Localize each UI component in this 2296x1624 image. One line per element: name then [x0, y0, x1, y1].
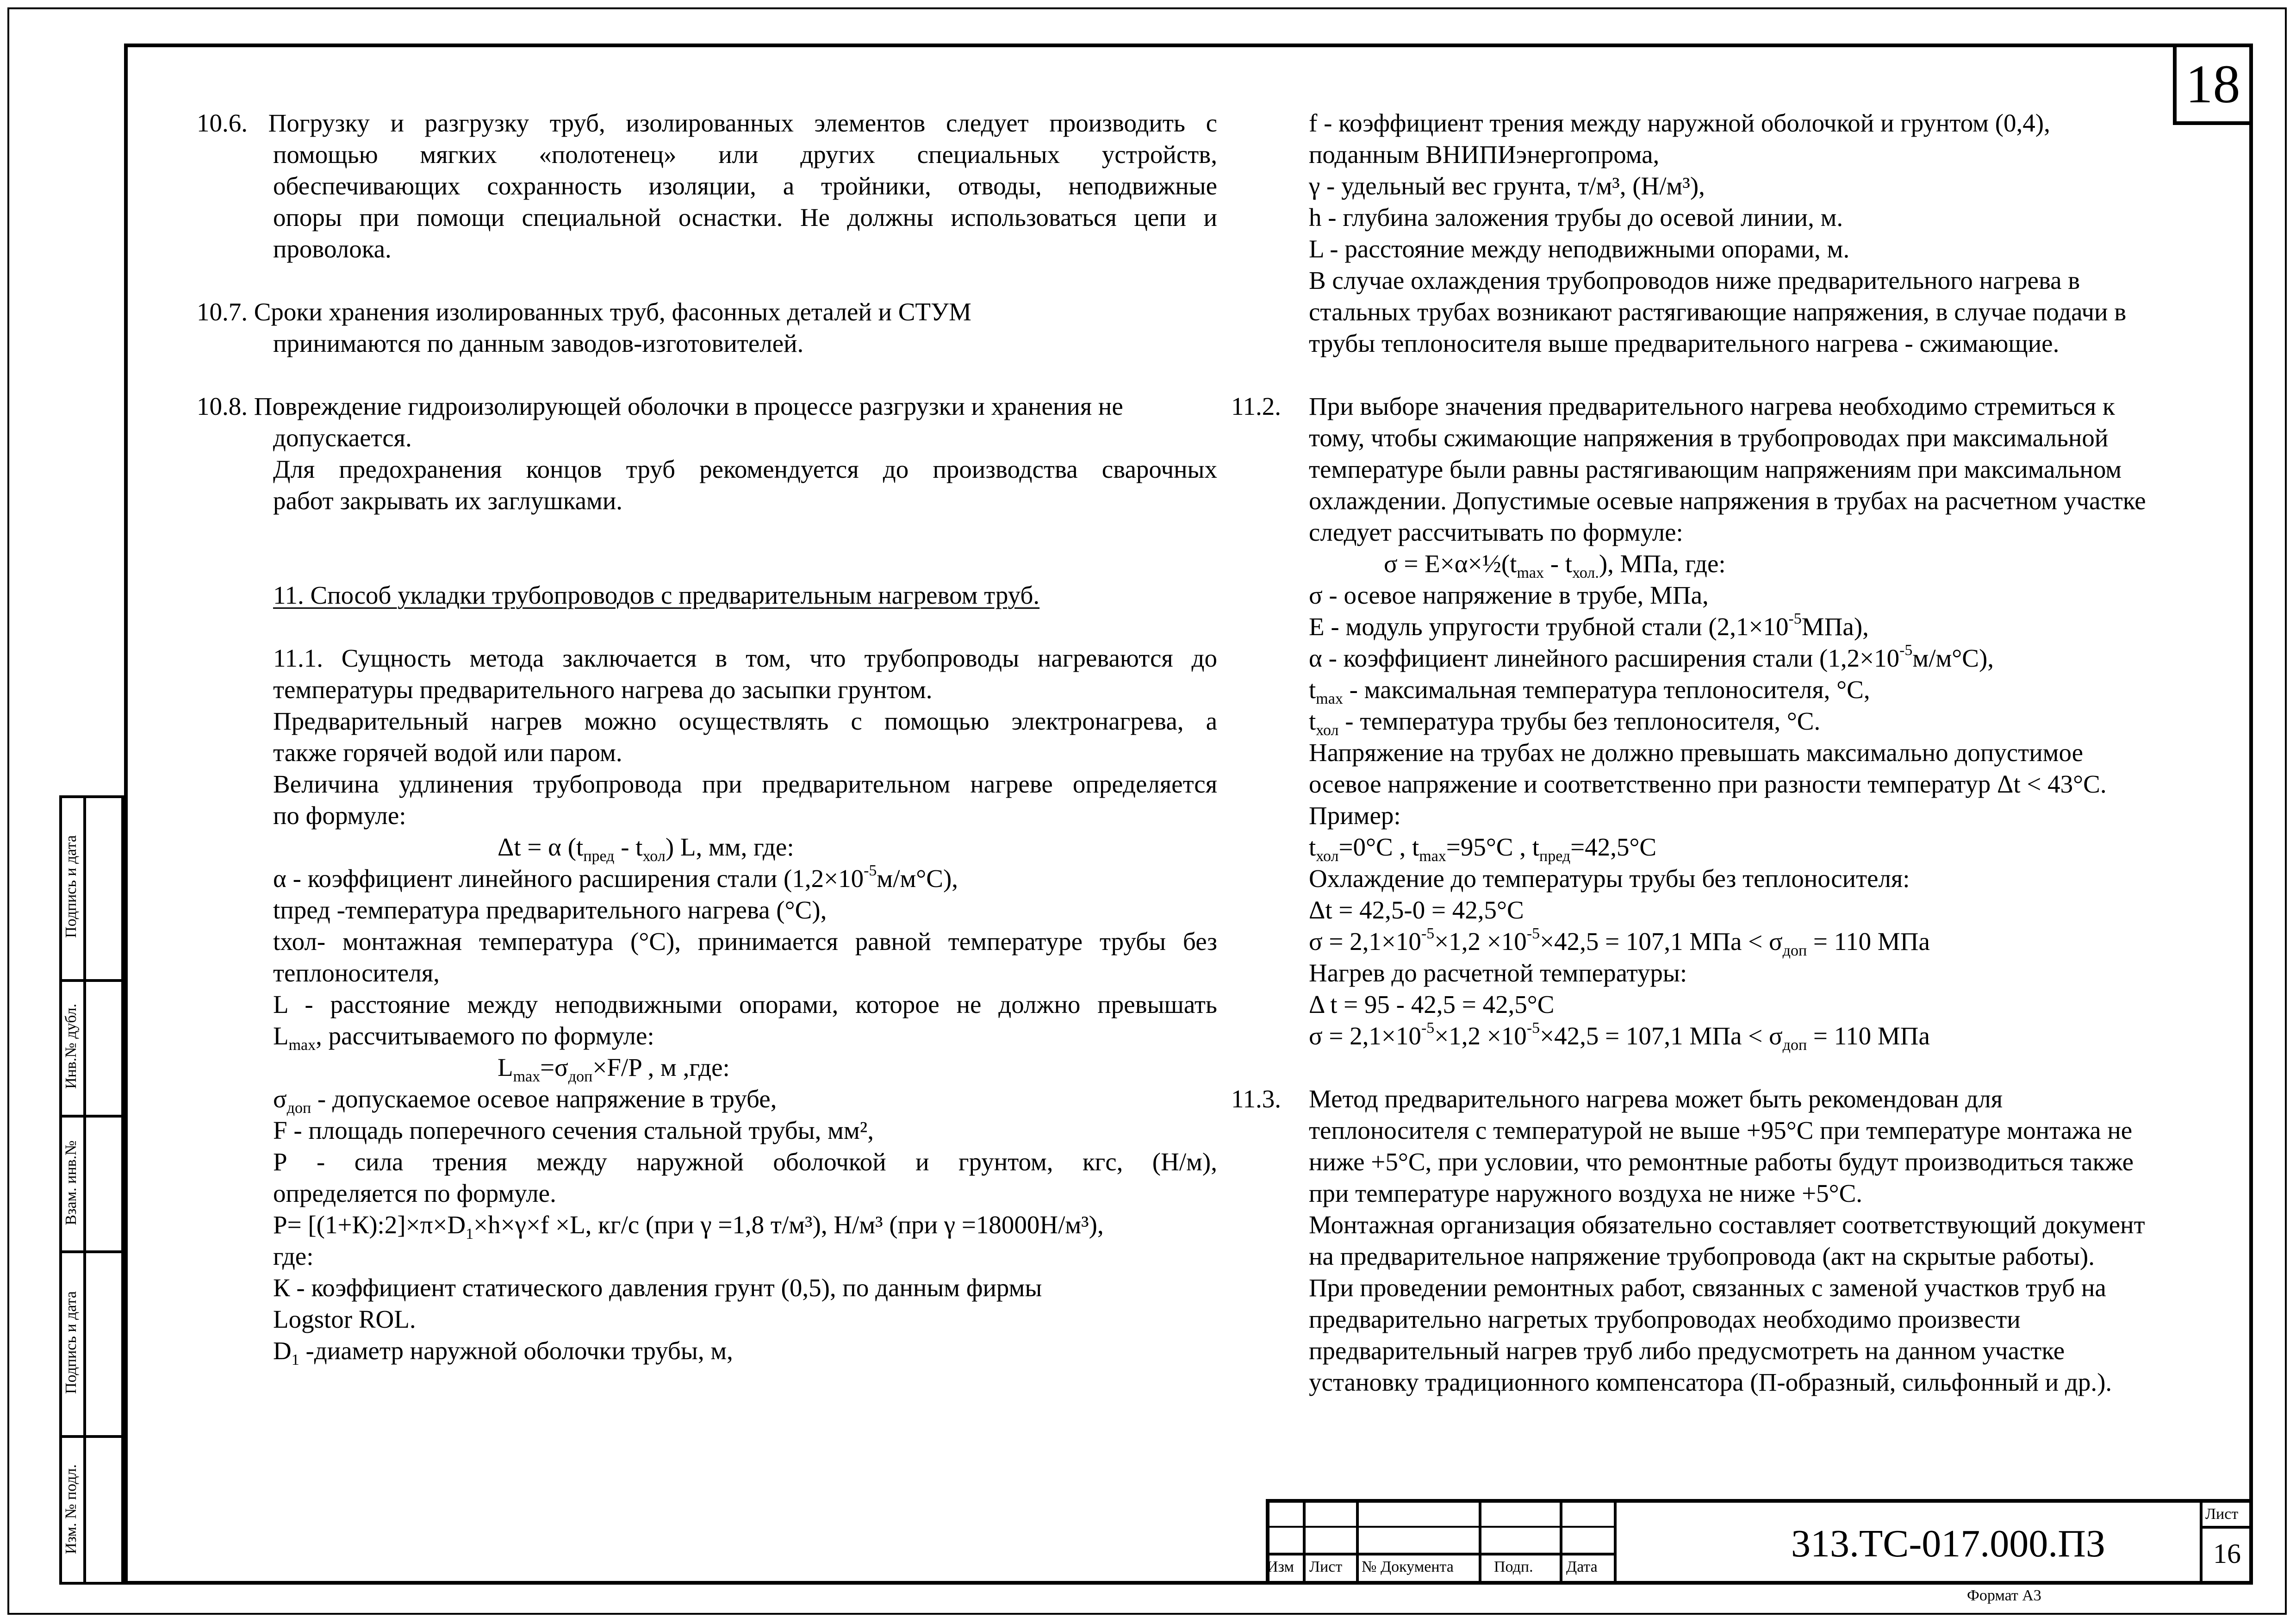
definition: определяется по формуле. [273, 1179, 556, 1207]
section-heading: 11. Способ укладки трубопроводов с предварительным нагревом труб. [273, 581, 1040, 609]
p11-1-line: 11.1. Сущность метода заключается в том, что трубопроводы нагреваются до [273, 644, 1217, 672]
document-code: 313.ТС-017.000.ПЗ [1791, 1522, 2106, 1565]
formula-friction: $P= [(1+К):2]\times\pi\times D_1\times h\times\gamma\times f \times L$, кг/с (при γ =1,8 т/м³), Н/м³ (при γ =18000Н/м³), [273, 1211, 1104, 1243]
p11-1-line: по формуле: [273, 801, 406, 830]
p10-6-line: обеспечивающих сохранность изоляции, а тройники, отводы, неподвижные [273, 172, 1217, 200]
formula-stress: $\sigma = E\times\alpha\times\frac{1}{2}(t_{max} - t_{хол.})$, МПа, где: [1384, 550, 1726, 581]
definition: $t_{хол}$ - температура трубы без теплоносителя, °С. [1309, 707, 1821, 739]
p11-2-line: При выборе значения предварительного нагрева необходимо стремиться к [1309, 392, 2115, 420]
definition: σ - осевое напряжение в трубе, МПа, [1309, 581, 1709, 609]
p11-1-line: Величина удлинения трубопровода при предварительном нагреве определяется [273, 770, 1217, 798]
p11-3-line: Метод предварительного нагрева может быть рекомендован для [1309, 1085, 2003, 1113]
paragraph-line: Напряжение на трубах не должно превышать максимально допустимое [1309, 738, 2084, 767]
p11-2-line: следует рассчитывать по формуле: [1309, 518, 1683, 546]
sheet-number: 16 [2213, 1538, 2241, 1569]
example-line: $\sigma = 2,1\times 10^{-5}\times 1,2 \times 10^{-5}\times 42,5 = 107,1$ МПа < $\sigma_{доп} = 110$ МПа [1309, 924, 1930, 959]
tb-label-list: Лист [1309, 1558, 1343, 1575]
definition: h - глубина заложения трубы до осевой линии, м. [1309, 203, 1843, 231]
example-line: Нагрев до расчетной температуры: [1309, 959, 1687, 987]
p11-1-line: Предварительный нагрев можно осуществлять с помощью электронагрева, а [273, 707, 1217, 735]
margin-label: Подпись и дата [62, 835, 80, 938]
formula-elongation: Δt = α $(t_{пред} - t_{хол})$ L, мм, где: [498, 833, 794, 865]
definition: $D_1$ -диаметр наружной оболочки трубы, м, [273, 1337, 733, 1368]
p10-6-line: 10.6. Погрузку и разгрузку труб, изолированных элементов следует производить с [197, 109, 1217, 137]
definition: где: [273, 1242, 314, 1270]
definition: α - коэффициент линейного расширения стали $(1,2\times 10^{-5}м/м^\circ С)$, [273, 862, 958, 893]
definition: теплоносителя, [273, 959, 440, 987]
title-block-rule [2200, 1499, 2203, 1585]
p10-8-line: работ закрывать их заглушками. [273, 487, 623, 515]
p11-2-line: тому, чтобы сжимающие напряжения в трубопроводах при максимальной [1309, 424, 2109, 452]
definition: f - коэффициент трения между наружной оболочкой и грунтом (0,4), [1309, 109, 2050, 137]
p10-8-line: Для предохранения концов труб рекомендуется до производства сварочных [273, 455, 1217, 483]
definition: $t_{max}$ - максимальная температура теплоносителя, °С, [1309, 675, 1870, 707]
title-block-rule [1479, 1499, 1481, 1585]
definition: L - расстояние между неподвижными опорами, которое не должно превышать [273, 990, 1217, 1018]
p10-6-line: опоры при помощи специальной оснастки. Не должны использоваться цепи и [273, 203, 1217, 231]
section-number: 11.2. [1231, 392, 1281, 420]
example-line: $t_{хол}=0^\circ С$ , $t_{max}=95^\circ С$ , $t_{пред}=42,5^\circ С$ [1309, 833, 1657, 865]
definition: tхол- монтажная температура (°С), принимается равной температуре трубы без [273, 927, 1217, 956]
example-line: $\sigma = 2,1\times 10^{-5}\times 1,2 \times 10^{-5}\times 42,5 = 107,1$ МПа < $\sigma_{доп} = 110$ МПа [1309, 1019, 1930, 1054]
p10-7-line: 10.7. Сроки хранения изолированных труб, фасонных деталей и СТУМ [197, 298, 971, 326]
p11-3-line: Монтажная организация обязательно составляет соответствующий документ [1309, 1211, 2145, 1239]
example-label: Пример: [1309, 801, 1401, 830]
p11-3-line: ниже +5°С, при условии, что ремонтные работы будут производиться также [1309, 1148, 2134, 1176]
definition: α - коэффициент линейного расширения стали $(1,2\times 10^{-5}м/м^\circ С)$, [1309, 641, 1994, 672]
paragraph-line: трубы теплоносителя выше предварительного нагрева - сжимающие. [1309, 329, 2060, 357]
p11-2-line: охлаждении. Допустимые осевые напряжения в трубах на расчетном участке [1309, 487, 2146, 515]
p11-3-line: При проведении ремонтных работ, связанных с заменой участков труб на [1309, 1274, 2106, 1302]
tb-sheet-label: Лист [2205, 1505, 2239, 1523]
definition: К - коэффициент статического давления грунт (0,5), по данным фирмы [273, 1274, 1042, 1302]
definition: tпред -температура предварительного нагрева (°С), [273, 896, 827, 924]
section-number: 11.3. [1231, 1085, 1281, 1113]
example-line: Охлаждение до температуры трубы без теплоносителя: [1309, 864, 1910, 893]
tb-label-izm: Изм [1267, 1558, 1294, 1575]
p10-8-line: 10.8. Повреждение гидроизолирующей оболочки в процессе разгрузки и хранения не [197, 392, 1123, 420]
format-label: Формат А3 [1967, 1587, 2041, 1604]
tb-label-podp: Подп. [1494, 1558, 1533, 1575]
tb-label-data: Дата [1566, 1558, 1598, 1575]
p10-6-line: проволока. [273, 235, 392, 263]
p11-3-line: при температуре наружного воздуха не ниже +5°С. [1309, 1179, 1863, 1207]
paragraph-line: В случае охлаждения трубопроводов ниже предварительного нагрева в [1309, 266, 2080, 294]
title-block-rule [1303, 1499, 1306, 1585]
page-number: 18 [2173, 44, 2253, 125]
margin-label: Инв.№ дубл. [62, 1004, 80, 1089]
definition: $\sigma_{доп}$ - допускаемое осевое напряжение в трубе, [273, 1085, 777, 1117]
margin-divider [83, 795, 86, 1585]
margin-label: Подпись и дата [62, 1291, 80, 1394]
title-block-rule [2200, 1526, 2253, 1529]
paragraph-line: стальных трубах возникают растягивающие напряжения, в случае подачи в [1309, 298, 2127, 326]
p10-8-line: допускается. [273, 424, 412, 452]
title-block-rule [1614, 1499, 1617, 1585]
p10-7-line: принимаются по данным заводов-изготовителей. [273, 329, 804, 357]
p11-1-line: температуры предварительного нагрева до засыпки грунтом. [273, 675, 933, 704]
p11-3-line: на предварительное напряжение трубопровода (акт на скрытые работы). [1309, 1242, 2095, 1270]
p11-1-line: также горячей водой или паром. [273, 738, 622, 767]
p11-2-line: температуре были равны растягивающим напряжениям при максимальном [1309, 455, 2122, 483]
formula-lmax: $L_{max}=\sigma_{доп}\times F/P$ , м ,где: [498, 1053, 730, 1085]
definition: γ - удельный вес грунта, т/м³, (Н/м³), [1309, 172, 1705, 200]
tb-label-doc: № Документа [1362, 1558, 1454, 1575]
margin-label: Взам. инв.№ [62, 1140, 80, 1225]
title-block-rule [1356, 1499, 1359, 1585]
p11-3-line: предварительно нагретых трубопроводах необходимо произвести [1309, 1305, 2021, 1333]
definition: Logstor ROL. [273, 1305, 416, 1333]
example-line: Δt = 42,5-0 = 42,5°С [1309, 896, 1524, 924]
example-line: Δ t = 95 - 42,5 = 42,5°С [1309, 990, 1555, 1018]
definition: $L_{max}$, рассчитываемого по формуле: [273, 1022, 654, 1054]
definition: Е - модуль упругости трубной стали $(2,1\times 10^{-5}МПа)$, [1309, 610, 1869, 641]
p11-3-line: установку традиционного компенсатора (П-образный, сильфонный и др.). [1309, 1368, 2112, 1396]
p11-3-line: теплоносителя с температурой не выше +95°С при температуре монтажа не [1309, 1116, 2133, 1144]
margin-label: Изм. № подл. [62, 1464, 80, 1554]
definition: Р - сила трения между наружной оболочкой и грунтом, кгс, (Н/м), [273, 1148, 1217, 1176]
definition: F - площадь поперечного сечения стальной трубы, мм², [273, 1116, 874, 1144]
definition: поданным ВНИПИэнергопрома, [1309, 140, 1660, 169]
definition: L - расстояние между неподвижными опорами, м. [1309, 235, 1850, 263]
p10-6-line: помощью мягких «полотенец» или других специальных устройств, [273, 140, 1217, 169]
paragraph-line: осевое напряжение и соответственно при разности температур Δt < 43°С. [1309, 770, 2107, 798]
p11-3-line: предварительный нагрев труб либо предусмотреть на данном участке [1309, 1337, 2065, 1365]
title-block-rule [1560, 1499, 1562, 1585]
